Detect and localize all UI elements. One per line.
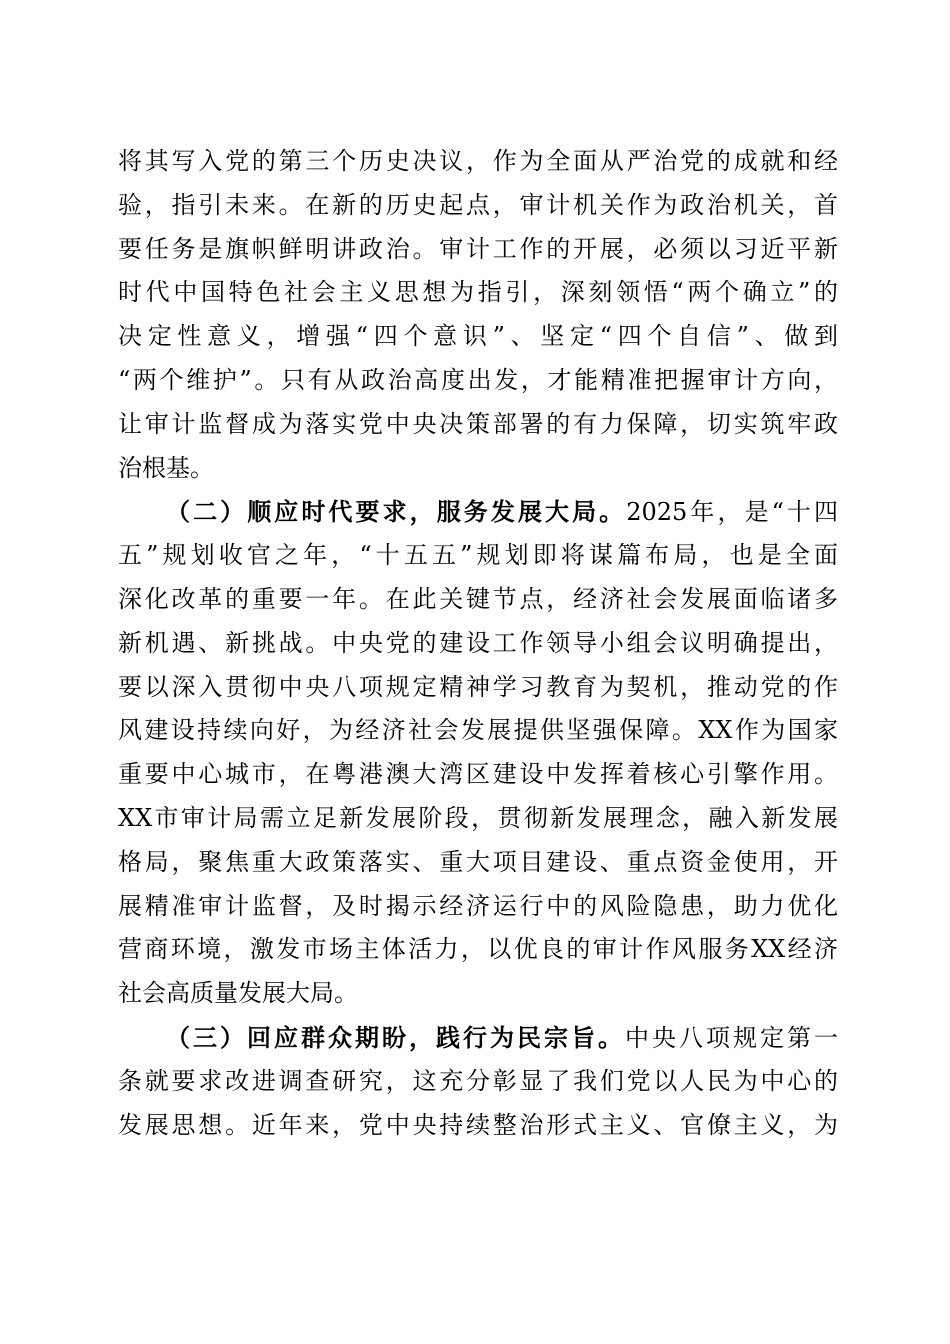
paragraph-line: 格局，聚焦重大政策落实、重大项目建设、重点资金使用，开 [118,847,838,876]
paragraph-line: 治根基。 [118,453,214,482]
paragraph-3 [118,1016,838,1147]
paragraph-line: XX市审计局需立足新发展阶段，贯彻新发展理念，融入新发展 [118,803,838,832]
paragraph-line: 发展思想。近年来，党中央持续整治形式主义、官僚主义，为 [118,1110,838,1139]
paragraph-line: 时代中国特色社会主义思想为指引，深刻领悟“两个确立”的 [118,278,838,307]
paragraph-first-line [118,490,838,534]
paragraph-text: 2025年，是“十四 [626,498,838,527]
paragraph-line: 社会高质量发展大局。 [118,979,358,1008]
paragraph-line: 将其写入党的第三个历史决议，作为全面从严治党的成就和经 [118,147,838,175]
paragraph-line: 营商环境，激发市场主体活力，以优良的审计作风服务XX经济 [118,935,838,964]
paragraph-line: 让审计监督成为落实党中央决策部署的有力保障，切实筑牢政 [118,409,838,438]
paragraph-line: 验，指引未来。在新的历史起点，审计机关作为政治机关，首 [118,190,838,219]
section-heading: （二）顺应时代要求，服务发展大局。 [166,497,627,527]
paragraph-line: 展精准审计监督，及时揭示经济运行中的风险隐患，助力优化 [118,891,838,920]
paragraph-line: 新机遇、新挑战。中央党的建设工作领导小组会议明确提出， [118,628,838,657]
paragraph-first-line [118,1016,838,1060]
paragraph-line: 决定性意义，增强“四个意识”、坚定“四个自信”、做到 [118,322,838,351]
body-text [118,140,838,1147]
paragraph-line: 要以深入贯彻中央八项规定精神学习教育为契机，推动党的作 [118,672,838,701]
paragraph-line: 要任务是旗帜鲜明讲政治。审计工作的开展，必须以习近平新 [118,234,838,263]
paragraph-line: 重要中心城市，在粤港澳大湾区建设中发挥着核心引擎作用。 [118,760,838,789]
paragraph-line: 风建设持续向好，为经济社会发展提供坚强保障。XX作为国家 [118,716,838,745]
paragraph-line: 深化改革的重要一年。在此关键节点，经济社会发展面临诸多 [118,584,838,613]
paragraph-line: 五”规划收官之年，“十五五”规划即将谋篇布局，也是全面 [118,541,838,570]
section-heading: （三）回应群众期盼，践行为民宗旨。 [166,1022,625,1052]
paragraph-text: 中央八项规定第一 [625,1023,838,1052]
paragraph-2 [118,490,838,1016]
paragraph-line: “两个维护”。只有从政治高度出发，才能精准把握审计方向， [118,365,838,394]
paragraph-1 [118,140,838,490]
paragraph-line: 条就要求改进调查研究，这充分彰显了我们党以人民为中心的 [118,1066,838,1095]
